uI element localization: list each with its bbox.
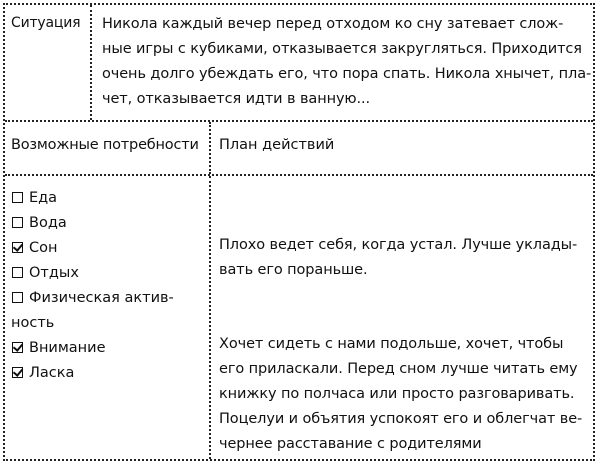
body-row bbox=[5, 176, 593, 459]
plan-line: книжку по полчаса или просто разговаривать. bbox=[219, 386, 575, 402]
checkmark-icon bbox=[13, 341, 23, 352]
situation-text bbox=[94, 5, 593, 120]
need-label bbox=[29, 211, 67, 236]
need-item-rest[interactable] bbox=[11, 261, 209, 286]
plan-line: Хочет сидеть с нами подольше, хочет, чтобы bbox=[219, 336, 564, 352]
needs-header: Возможные потребности bbox=[5, 122, 211, 174]
checkbox-sleep[interactable] bbox=[12, 242, 23, 253]
need-item-water[interactable] bbox=[11, 211, 209, 236]
need-item-food[interactable] bbox=[11, 186, 209, 211]
checkbox-food[interactable] bbox=[12, 192, 23, 203]
need-item-sleep[interactable] bbox=[11, 236, 209, 261]
need-label bbox=[29, 186, 57, 211]
plan-line: вать его пораньше. bbox=[219, 262, 368, 278]
checkbox-affection[interactable] bbox=[12, 367, 23, 378]
situation-line: ные игры с кубиками, отказывается закругляться. Приходится bbox=[102, 41, 582, 57]
plan-header: План действий bbox=[219, 137, 335, 153]
situation-row bbox=[5, 5, 593, 122]
worksheet-table bbox=[3, 3, 595, 461]
situation-line: Никола каждый вечер перед отходом ко сну затевает слож- bbox=[102, 16, 564, 32]
checkmark-icon bbox=[13, 241, 23, 252]
checkmark-icon bbox=[13, 366, 23, 377]
need-item-affection[interactable] bbox=[11, 361, 209, 386]
checkbox-physical-activity[interactable] bbox=[12, 292, 23, 303]
need-label-line: Физическая актив- bbox=[29, 290, 174, 306]
situation-line: очень долго убеждать его, что пора спать. Никола хнычет, пла- bbox=[102, 66, 592, 82]
plan-line: его приласкали. Перед сном лучше читать ему bbox=[219, 361, 578, 377]
need-label bbox=[29, 336, 106, 361]
checkbox-attention[interactable] bbox=[12, 342, 23, 353]
need-label bbox=[29, 361, 74, 386]
need-label-line: Вода bbox=[29, 215, 67, 231]
need-label-line: Внимание bbox=[29, 340, 106, 356]
plan-line: чернее расставание с родителями bbox=[219, 436, 482, 452]
need-label bbox=[29, 236, 57, 261]
need-label-line: Отдых bbox=[29, 265, 79, 281]
need-label-line: ность bbox=[11, 315, 55, 331]
plan-line: Поцелуи и объятия успокоят его и облегчат ве- bbox=[219, 411, 583, 427]
needs-checklist bbox=[5, 176, 211, 459]
plan-line: Плохо ведет себя, когда устал. Лучше уклады- bbox=[219, 237, 578, 253]
plan-paragraph-sleep bbox=[219, 233, 587, 283]
checkbox-rest[interactable] bbox=[12, 267, 23, 278]
plan-paragraph-attention bbox=[219, 332, 587, 457]
situation-label: Ситуация bbox=[5, 5, 92, 120]
need-item-physical-activity[interactable] bbox=[11, 286, 209, 336]
checkbox-water[interactable] bbox=[12, 217, 23, 228]
need-label-line: Ласка bbox=[29, 365, 75, 381]
need-item-attention[interactable] bbox=[11, 336, 209, 361]
need-label-line: Еда bbox=[29, 190, 58, 206]
situation-line: чет, отказывается идти в ванную... bbox=[102, 91, 371, 107]
need-label-line: Сон bbox=[29, 240, 58, 256]
action-plan bbox=[213, 176, 593, 459]
header-row bbox=[5, 122, 593, 176]
need-label bbox=[11, 286, 174, 336]
need-label bbox=[29, 261, 79, 286]
